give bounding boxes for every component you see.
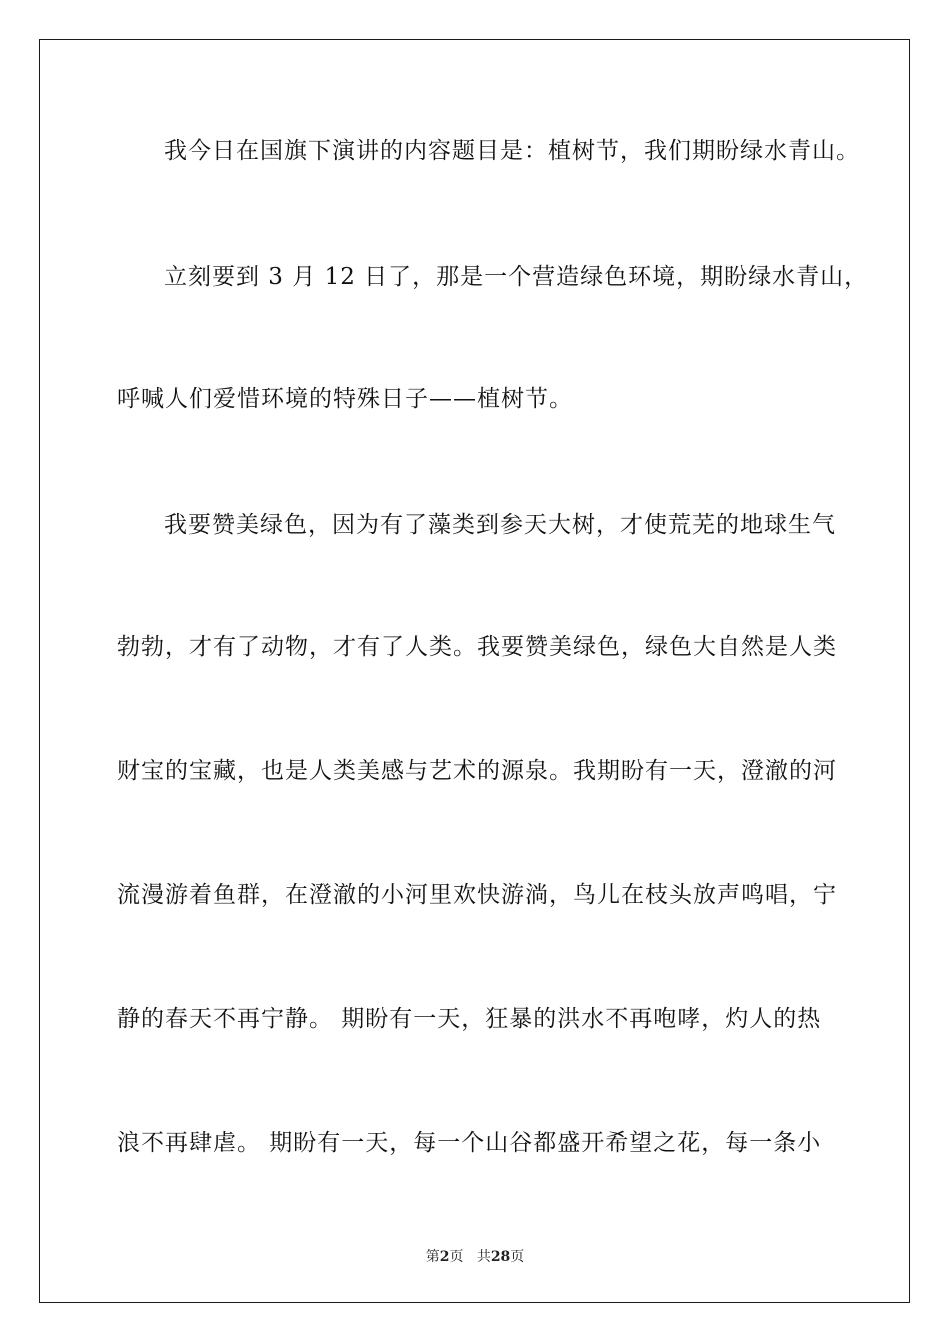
footer-total-suffix: 页 bbox=[510, 1249, 525, 1265]
footer-page-number: 2 bbox=[439, 1249, 450, 1265]
paragraph-line-2: 立刻要到 3 月 12 日了，那是一个营造绿色环境，期盼绿水青山， bbox=[164, 264, 869, 290]
paragraph-line-8: 静的春天不再宁静。 期盼有一天，狂暴的洪水不再咆哮，灼人的热 bbox=[117, 1006, 822, 1032]
footer-total-pages: 28 bbox=[490, 1249, 511, 1265]
footer-page-prefix: 第 bbox=[425, 1249, 440, 1265]
paragraph-line-6: 财宝的宝藏，也是人类美感与艺术的源泉。我期盼有一天，澄澈的河 bbox=[117, 758, 837, 784]
paragraph-line-4: 我要赞美绿色，因为有了藻类到参天大树，才使荒芜的地球生气 bbox=[164, 512, 836, 538]
paragraph-line-9: 浪不再肆虐。 期盼有一天，每一个山谷都盛开希望之花，每一条小 bbox=[117, 1130, 822, 1156]
paragraph-line-5: 勃勃，才有了动物，才有了人类。我要赞美绿色，绿色大自然是人类 bbox=[117, 634, 837, 660]
paragraph-line-7: 流漫游着鱼群，在澄澈的小河里欢快游淌，鸟儿在枝头放声鸣唱，宁 bbox=[117, 882, 837, 908]
page-border bbox=[39, 39, 910, 1303]
page-footer bbox=[0, 1246, 950, 1266]
paragraph-line-1: 我今日在国旗下演讲的内容题目是：植树节，我们期盼绿水青山。 bbox=[164, 138, 860, 164]
footer-total-prefix: 共 bbox=[476, 1249, 491, 1265]
paragraph-line-3: 呼喊人们爱惜环境的特殊日子——植树节。 bbox=[117, 386, 573, 412]
footer-page-suffix: 页 bbox=[449, 1249, 464, 1265]
